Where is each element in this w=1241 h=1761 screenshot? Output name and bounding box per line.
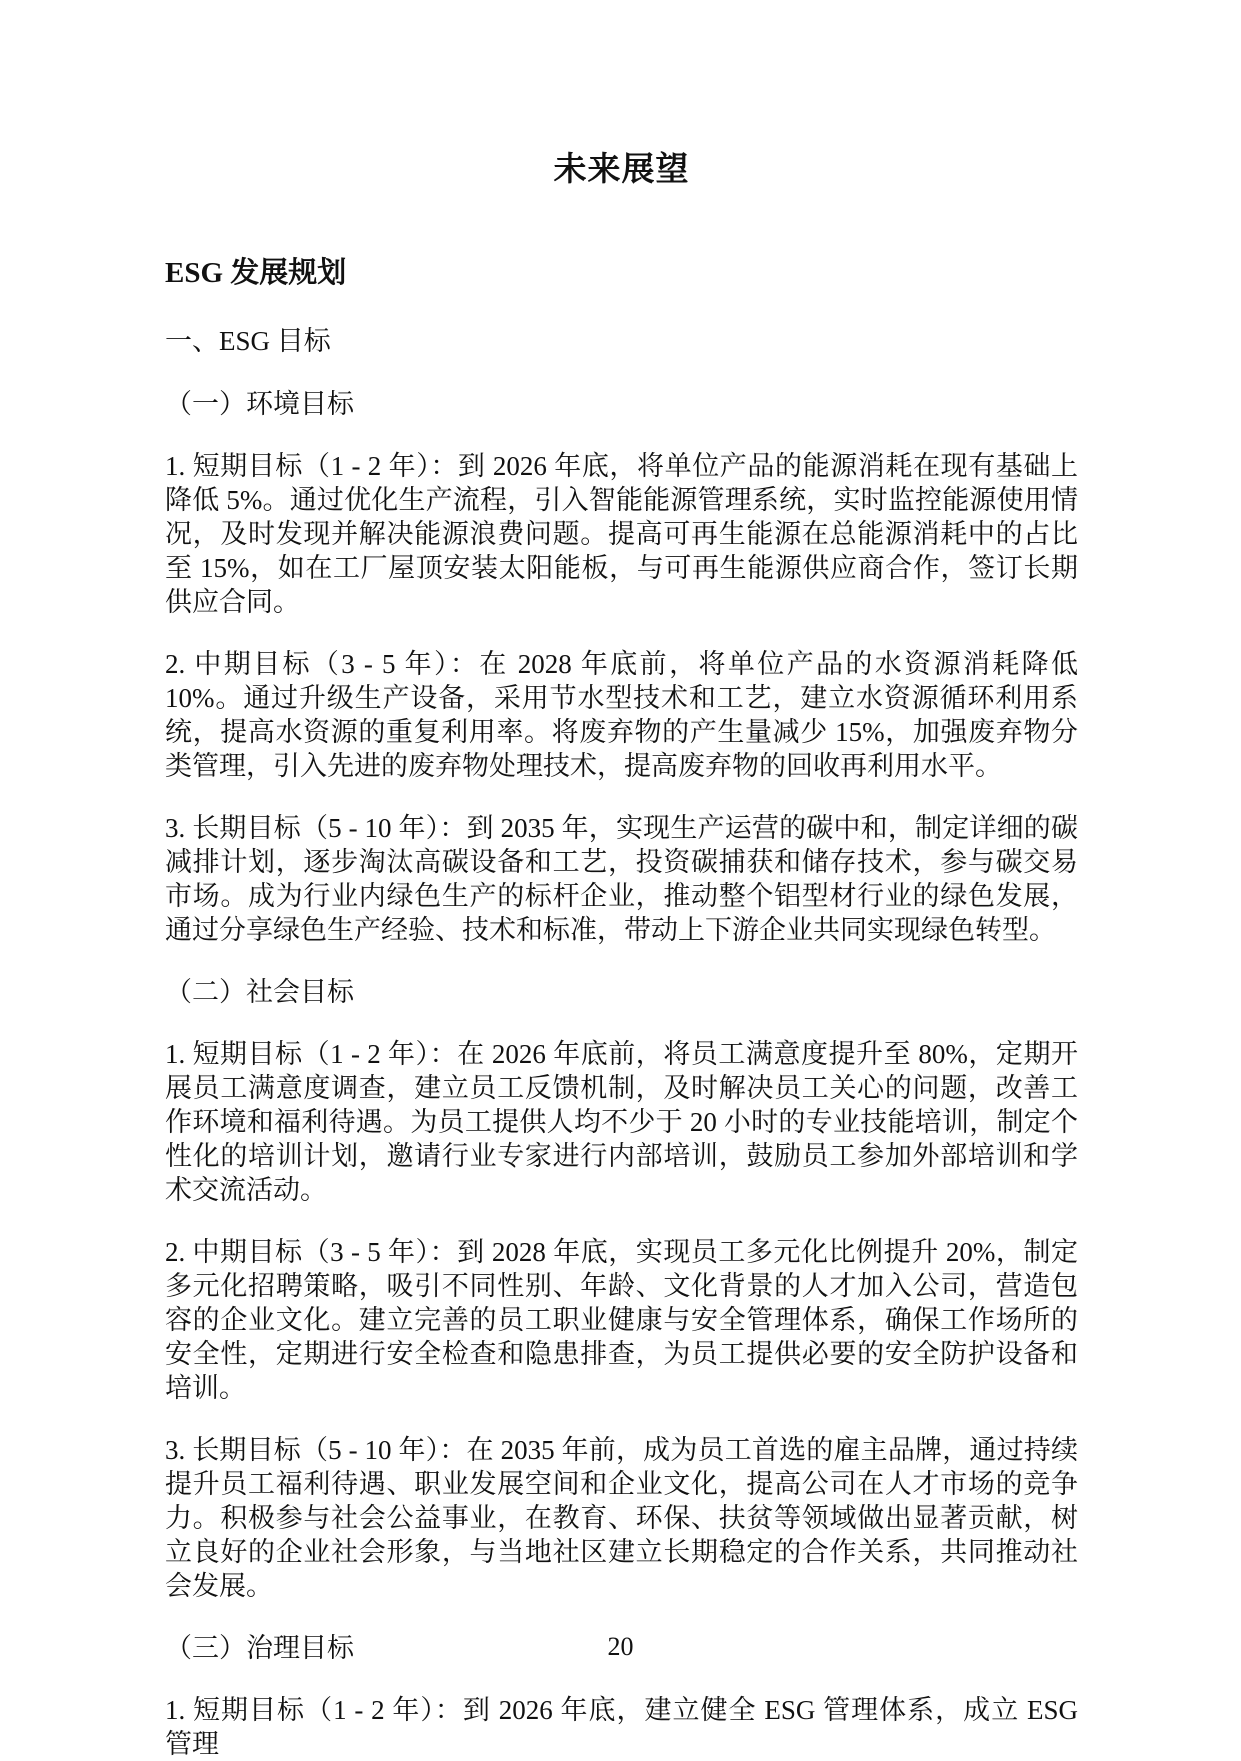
paragraph-env-long-term: 3. 长期目标（5 - 10 年）：到 2035 年，实现生产运营的碳中和，制定详细的碳减排计划，逐步淘汰高碳设备和工艺，投资碳捕获和储存技术，参与碳交易市场。成为行业内绿色生产的标杆企业，推动整个铝型材行业的绿色发展，通过分享绿色生产经验、技术和标准，带动上下游企业共同实现绿色转型。 [165,813,1078,945]
paragraph-governance-short-term: 1. 短期目标（1 - 2 年）：到 2026 年底，建立健全 ESG 管理体系，成立 ESG 管理 [165,1695,1078,1759]
paragraph-env-mid-term: 2. 中期目标（3 - 5 年）：在 2028 年底前，将单位产品的水资源消耗降低 10%。通过升级生产设备，采用节水型技术和工艺，建立水资源循环利用系统，提高水资源的重复利用率。将废弃物的产生量减少 15%，加强废弃物分类管理，引入先进的废弃物处理技术，提高废弃物的回收再利用水平。 [165,649,1078,781]
paragraph-env-short-term: 1. 短期目标（1 - 2 年）：到 2026 年底，将单位产品的能源消耗在现有基础上降低 5%。通过优化生产流程，引入智能能源管理系统，实时监控能源使用情况，及时发现并解决能源浪费问题。提高可再生能源在总能源消耗中的占比至 15%，如在工厂屋顶安装太阳能板，与可再生能源供应商合作，签订长期供应合同。 [165,451,1078,617]
subsection-title-governance: （三）治理目标 [165,1633,354,1663]
page-number: 20 [607,1632,634,1661]
section-social [165,975,1078,1603]
paragraph-social-short-term: 1. 短期目标（1 - 2 年）：在 2026 年底前，将员工满意度提升至 80%，定期开展员工满意度调查，建立员工反馈机制，及时解决员工关心的问题，改善工作环境和福利待遇。为员工提供人均不少于 20 小时的专业技能培训，制定个性化的培训计划，邀请行业专家进行内部培训，鼓励员工参加外部培训和学术交流活动。 [165,1039,1078,1205]
esg-plan-heading: ESG 发展规划 [165,257,347,289]
chapter-heading-esg-goals: 一、ESG 目标 [165,326,331,356]
subsection-title-environment: （一）环境目标 [165,389,354,419]
document-title: 未来展望 [553,152,690,188]
subsection-title-social: （二）社会目标 [165,977,354,1007]
section-environment [165,387,1078,947]
paragraph-social-mid-term: 2. 中期目标（3 - 5 年）：到 2028 年底，实现员工多元化比例提升 20%，制定多元化招聘策略，吸引不同性别、年龄、文化背景的人才加入公司，营造包容的企业文化。建立完善的员工职业健康与安全管理体系，确保工作场所的安全性，定期进行安全检查和隐患排查，为员工提供必要的安全防护设备和培训。 [165,1237,1078,1403]
paragraph-social-long-term: 3. 长期目标（5 - 10 年）：在 2035 年前，成为员工首选的雇主品牌，通过持续提升员工福利待遇、职业发展空间和企业文化，提高公司在人才市场的竞争力。积极参与社会公益事业，在教育、环保、扶贫等领域做出显著贡献，树立良好的企业社会形象，与当地社区建立长期稳定的合作关系，共同推动社会发展。 [165,1435,1078,1601]
